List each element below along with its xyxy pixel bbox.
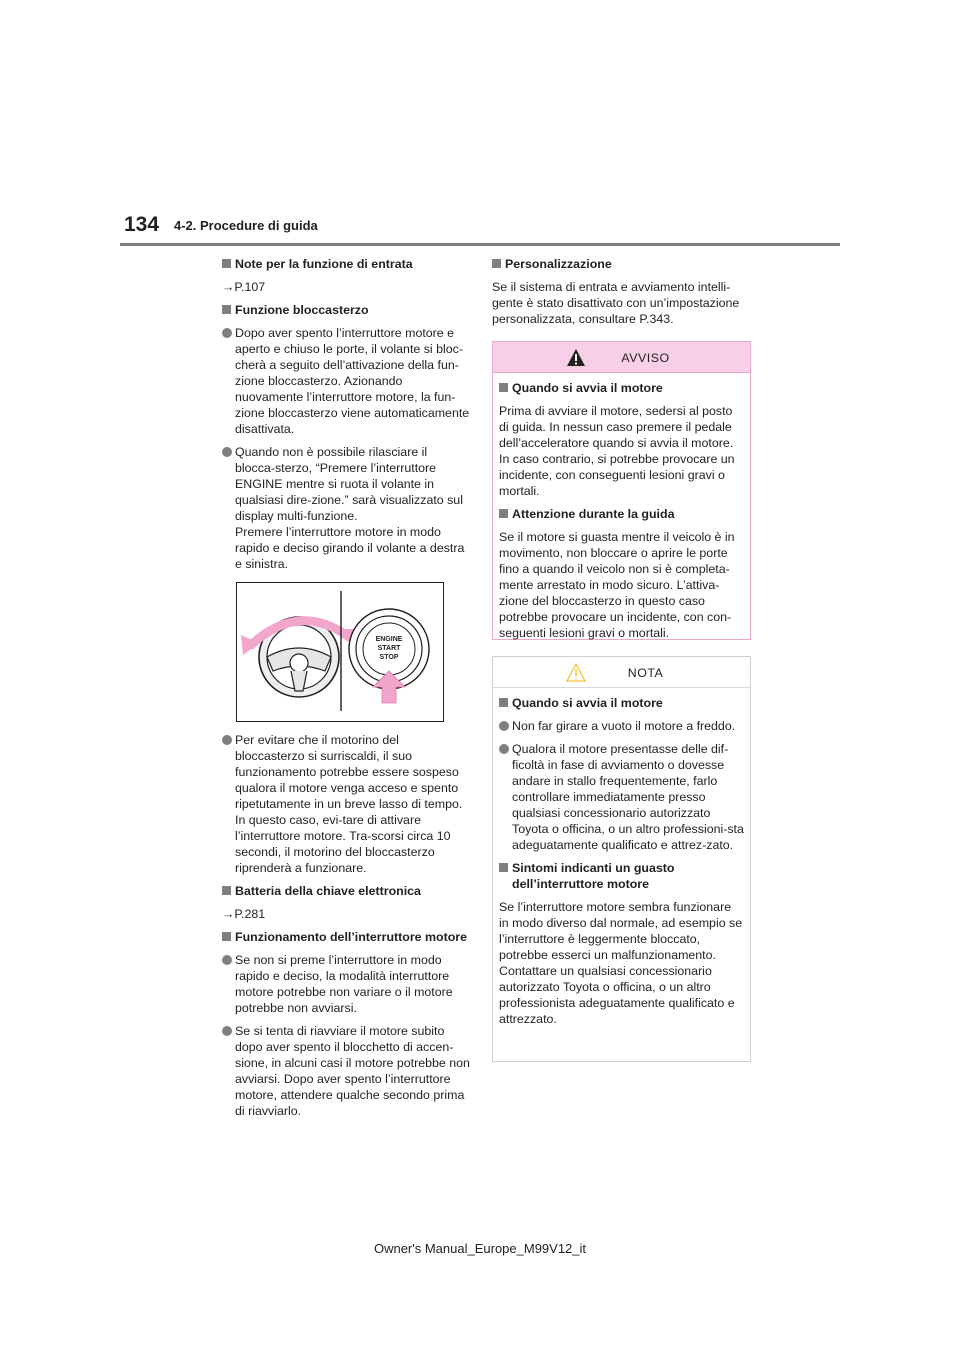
note-paragraph: Se l’interruttore motore sembra funzionare in modo diverso dal normale, ad esempio se l’interruttore è leggermente bloccato, potrebbe esserci un malfunzionamento. Contattare un qualsiasi concessionario autorizzato Toyota o officina, o un altro professionista adeguatamente qualificato e attrezzato. [499,900,743,1026]
bullet-item: Quando non è possibile rilasciare il blocca-sterzo, “Premere l’interruttore ENGINE mentre si ruota il volante in qualsiasi dire-zione.” sarà visualizzato sul display multi-funzione. Premere l’interruttore motore in modo rapido e deciso girando il volante a destra e sinistra. [222,444,470,572]
warning-box-header [493,342,750,373]
paragraph: Se il sistema di entrata e avviamento intelli-gente è stato disattivato con un’impostazione personalizzata, consultare P.343. [492,280,740,326]
footer-manual-id: Owner's Manual_Europe_M99V12_it [373,1241,587,1256]
warning-paragraph: Prima di avviare il motore, sedersi al posto di guida. In nessun caso premere il pedale dell’acceleratore quando si avvia il motore. In caso contrario, si potrebbe provocare un incidente, con conseguenti lesioni gravi o mortali. [499,404,735,498]
note-bullet: Non far girare a vuoto il motore a freddo. [499,718,744,734]
page-reference: →P.281 [222,907,266,921]
note-heading-malfunction: Sintomi indicanti un guasto dell’interruttore motore [499,860,744,892]
note-box [492,656,751,1062]
heading-steering-lock: Funzione bloccasterzo [222,302,470,318]
note-heading-start: Quando si avvia il motore [499,695,744,711]
warning-box [492,341,751,640]
heading-engine-switch-operation: Funzionamento dell’interruttore motore [222,929,470,945]
bullet-item: Dopo aver spento l’interruttore motore e aperto e chiuso le porte, il volante si bloc-cherà a seguito dell’attivazione della fun-zione bloccasterzo. Azionando nuovamente l’interruttore motore, la fun-zione bloccasterzo viene automaticamente disattivata. [222,325,470,437]
note-box-header [493,657,750,688]
button-label-start: START [377,645,401,652]
heading-key-battery: Batteria della chiave elettronica [222,883,470,899]
right-column [492,256,750,334]
steering-lock-illustration [236,582,444,722]
note-bullet: Qualora il motore presentasse delle dif-ficoltà in fase di avviamento o dovesse andare in stallo frequentemente, farlo controllare immediatamente presso qualsiasi concessionario autorizzato Toyota o officina, o un altro professioni-sta adeguatamente qualificato e attrez-zato. [499,741,744,853]
button-label-stop: STOP [379,654,399,661]
header-rule [120,243,840,246]
heading-entry-function: Note per la funzione di entrata [222,256,470,272]
section-title: 4-2. Procedure di guida [174,218,318,233]
heading-customization: Personalizzazione [492,256,750,272]
page-reference: →P.107 [222,280,266,294]
page-number: 134 [124,213,160,236]
note-title: NOTA [627,666,664,680]
warning-heading-start: Quando si avvia il motore [499,380,744,396]
bullet-item: Se si tenta di riavviare il motore subito dopo aver spento il blocchetto di accen-sione, in alcuni casi il motore potrebbe non avviarsi. Dopo aver spento l’interruttore motore, attendere qualche secondo prima di riavviarlo. [222,1023,470,1119]
left-column [222,256,470,1126]
button-label-engine: ENGINE [375,636,403,643]
warning-heading-driving: Attenzione durante la guida [499,506,744,522]
bullet-item: Se non si preme l’interruttore in modo rapido e deciso, la modalità interruttore motore potrebbe non variare o il motore potrebbe non avviarsi. [222,952,470,1016]
warning-title: AVVISO [621,351,670,365]
warning-paragraph: Se il motore si guasta mentre il veicolo è in movimento, non bloccare o aprire le porte fino a quando il veicolo non si è completa-mente arrestato in modo sicuro. L’attiva-zione del bloccasterzo in questo caso potrebbe provocare un incidente, con con-seguenti lesioni gravi o mortali. [499,530,735,640]
bullet-item: Per evitare che il motorino del bloccasterzo si surriscaldi, il suo funzionamento potrebbe essere sospeso qualora il motore venga acceso e spento ripetutamente in un breve lasso di tempo. In questo caso, evi-tare di attivare l’interruttore motore. Tra-scorsi circa 10 secondi, il motorino del bloccasterzo riprenderà a funzionare. [222,732,470,876]
